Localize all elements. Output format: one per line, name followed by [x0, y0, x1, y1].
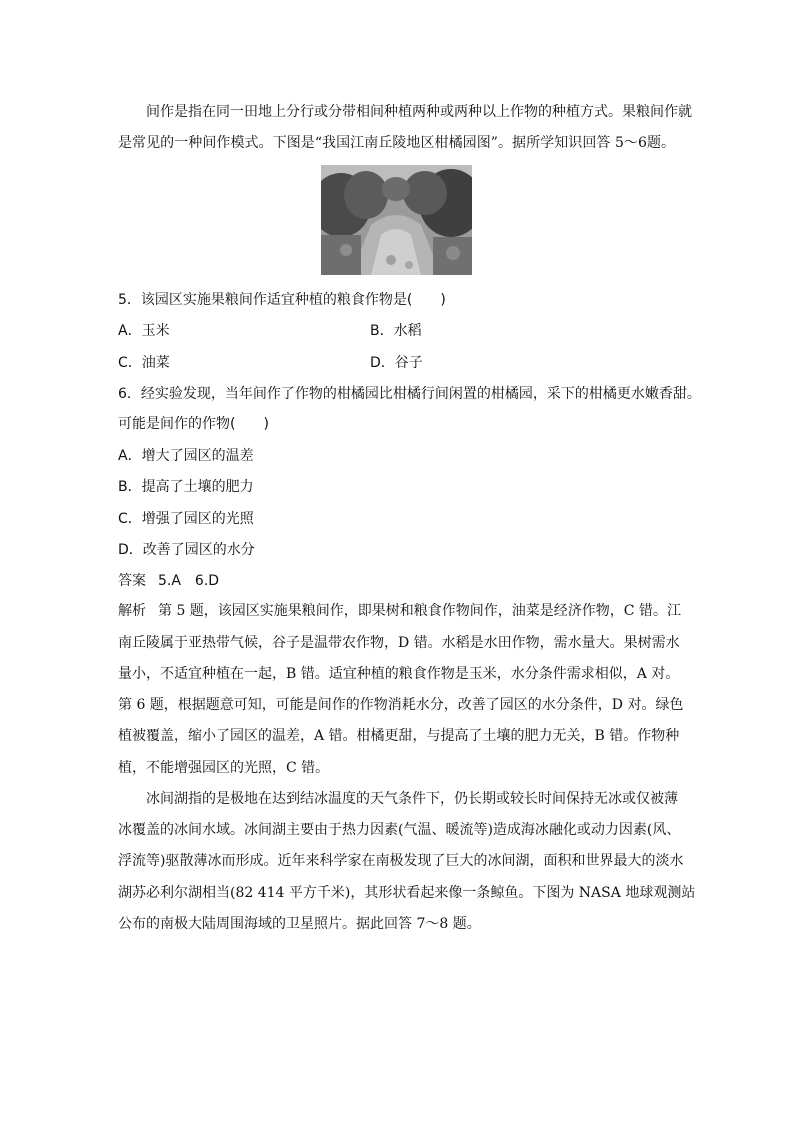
passage-2-line-3: 浮流等)驱散薄冰而形成。近年来科学家在南极发现了巨大的冰间湖，面积和世界最大的淡水	[118, 853, 684, 869]
answer-label: 答案	[118, 573, 146, 589]
analysis-text-1: 第 5 题，该园区实施果粮间作，即果树和粮食作物间作，油菜是经济作物，C 错。江	[158, 603, 681, 619]
question-6-option-d: D．改善了园区的水分	[118, 542, 255, 558]
question-6-stem-line-2: 可能是间作的作物( )	[118, 416, 269, 432]
question-5-option-d: D．谷子	[370, 355, 423, 371]
question-6-stem-line-1: 6．经实验发现，当年间作了作物的柑橘园比柑橘行间闲置的柑橘园，采下的柑橘更水嫩香甜。	[118, 386, 701, 402]
answer-line	[118, 571, 219, 591]
passage-2-line-1: 冰间湖指的是极地在达到结冰温度的天气条件下，仍长期或较长时间保持无冰或仅被薄	[146, 791, 678, 807]
intro-line-1: 间作是指在同一田地上分行或分带相间种植两种或两种以上作物的种植方式。果粮间作就	[146, 104, 692, 120]
question-5-stem: 5．该园区实施果粮间作适宜种植的粮食作物是( )	[118, 292, 446, 308]
question-5-option-a: A．玉米	[118, 323, 170, 339]
analysis-line-4: 第 6 题，根据题意可知，可能是间作的作物消耗水分，改善了园区的水分条件，D 对。绿色	[118, 697, 684, 713]
answer-value: 5.A 6.D	[158, 573, 220, 589]
analysis-line-3: 量小，不适宜种植在一起，B 错。适宜种植的粮食作物是玉米，水分条件需求相似，A 对。	[118, 666, 680, 682]
analysis-line-6: 植，不能增强园区的光照，C 错。	[118, 760, 330, 776]
analysis-line-5: 植被覆盖，缩小了园区的温差，A 错。柑橘更甜，与提高了土壤的肥力无关，B 错。作物种	[118, 728, 680, 744]
question-6-option-b: B．提高了土壤的肥力	[118, 479, 254, 495]
question-6-option-c: C．增强了园区的光照	[118, 511, 254, 527]
passage-2-line-2: 冰覆盖的冰间水域。冰间湖主要由于热力因素(气温、暖流等)造成海冰融化或动力因素(风、	[118, 822, 681, 838]
orchard-photo	[321, 165, 472, 275]
passage-2-line-4: 湖苏必利尔湖相当(82 414 平方千米)，其形状看起来像一条鲸鱼。下图为 NASA 地球观测站	[118, 885, 696, 901]
analysis-label: 解析	[118, 603, 146, 619]
analysis-line-2: 南丘陵属于亚热带气候，谷子是温带农作物，D 错。水稻是水田作物，需水量大。果树需水	[118, 635, 680, 651]
question-6-option-a: A．增大了园区的温差	[118, 448, 254, 464]
question-5-option-c: C．油菜	[118, 355, 170, 371]
passage-2-line-5: 公布的南极大陆周围海域的卫星照片。据此回答 7～8 题。	[118, 916, 481, 932]
intro-line-2: 是常见的一种间作模式。下图是“我国江南丘陵地区柑橘园图”。据所学知识回答 5～6题。	[118, 135, 675, 151]
analysis-line-1	[118, 601, 681, 621]
question-5-option-b: B．水稻	[370, 323, 422, 339]
orchard-photo-icon	[321, 165, 472, 275]
